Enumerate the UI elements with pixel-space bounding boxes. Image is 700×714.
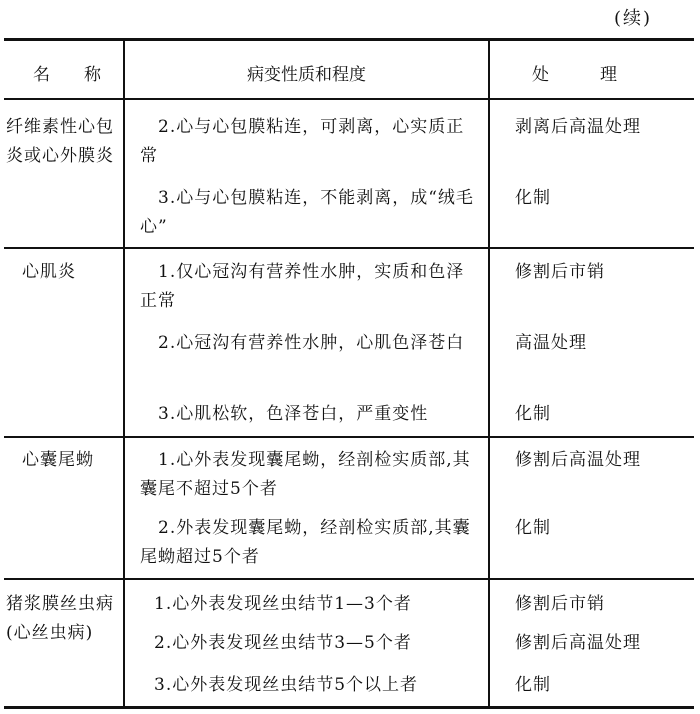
treatment-item: 化制 (515, 188, 551, 208)
header-nature: 病变性质和程度 (247, 65, 366, 85)
table-top-rule (4, 38, 694, 41)
treatment-item: 高温处理 (515, 333, 587, 353)
table-bottom-rule (4, 706, 694, 709)
lesion-item: 1.仅心冠沟有营养性水肿，实质和色泽正常 (140, 262, 465, 311)
lesion-item: 2.心与心包膜粘连，可剥离，心实质正常 (140, 117, 465, 166)
disease-name: 心肌炎 (22, 262, 76, 282)
treatment-item: 化制 (515, 518, 551, 538)
treatment-item: 修割后市销 (515, 594, 605, 614)
treatment-item: 修割后高温处理 (515, 450, 641, 470)
lesion-item: 3.心与心包膜粘连，不能剥离，成“绒毛心” (140, 188, 474, 237)
lesion-item: 3.心外表发现丝虫结节5个以上者 (154, 675, 419, 695)
treatment-item: 修割后高温处理 (515, 633, 641, 653)
column-divider (488, 40, 490, 707)
header-treatment: 处 理 (532, 65, 617, 85)
header-name: 名 称 (33, 65, 101, 85)
lesion-item: 3.心肌松软，色泽苍白，严重变性 (158, 404, 429, 424)
column-divider (123, 40, 125, 707)
row-divider (4, 436, 694, 438)
treatment-item: 化制 (515, 404, 551, 424)
disease-name: 猪浆膜丝虫病(心丝虫病) (6, 594, 114, 643)
treatment-item: 化制 (515, 675, 551, 695)
lesion-item: 1.心外表发现囊尾蚴，经剖检实质部,其囊尾不超过5个者 (140, 450, 471, 499)
treatment-item: 修割后市销 (515, 262, 605, 282)
disease-name: 心囊尾蚴 (22, 450, 94, 470)
treatment-item: 剥离后高温处理 (515, 117, 641, 137)
lesion-item: 2.心冠沟有营养性水肿，心肌色泽苍白 (158, 333, 465, 353)
continued-label: (续) (613, 8, 652, 29)
header-bottom-rule (4, 98, 694, 100)
row-divider (4, 247, 694, 249)
disease-name: 纤维素性心包炎或心外膜炎 (6, 117, 114, 166)
lesion-item: 2.心外表发现丝虫结节3—5个者 (154, 633, 412, 653)
lesion-item: 1.心外表发现丝虫结节1—3个者 (154, 594, 412, 614)
lesion-item: 2.外表发现囊尾蚴，经剖检实质部,其囊尾蚴超过5个者 (140, 518, 471, 567)
row-divider (4, 578, 694, 580)
